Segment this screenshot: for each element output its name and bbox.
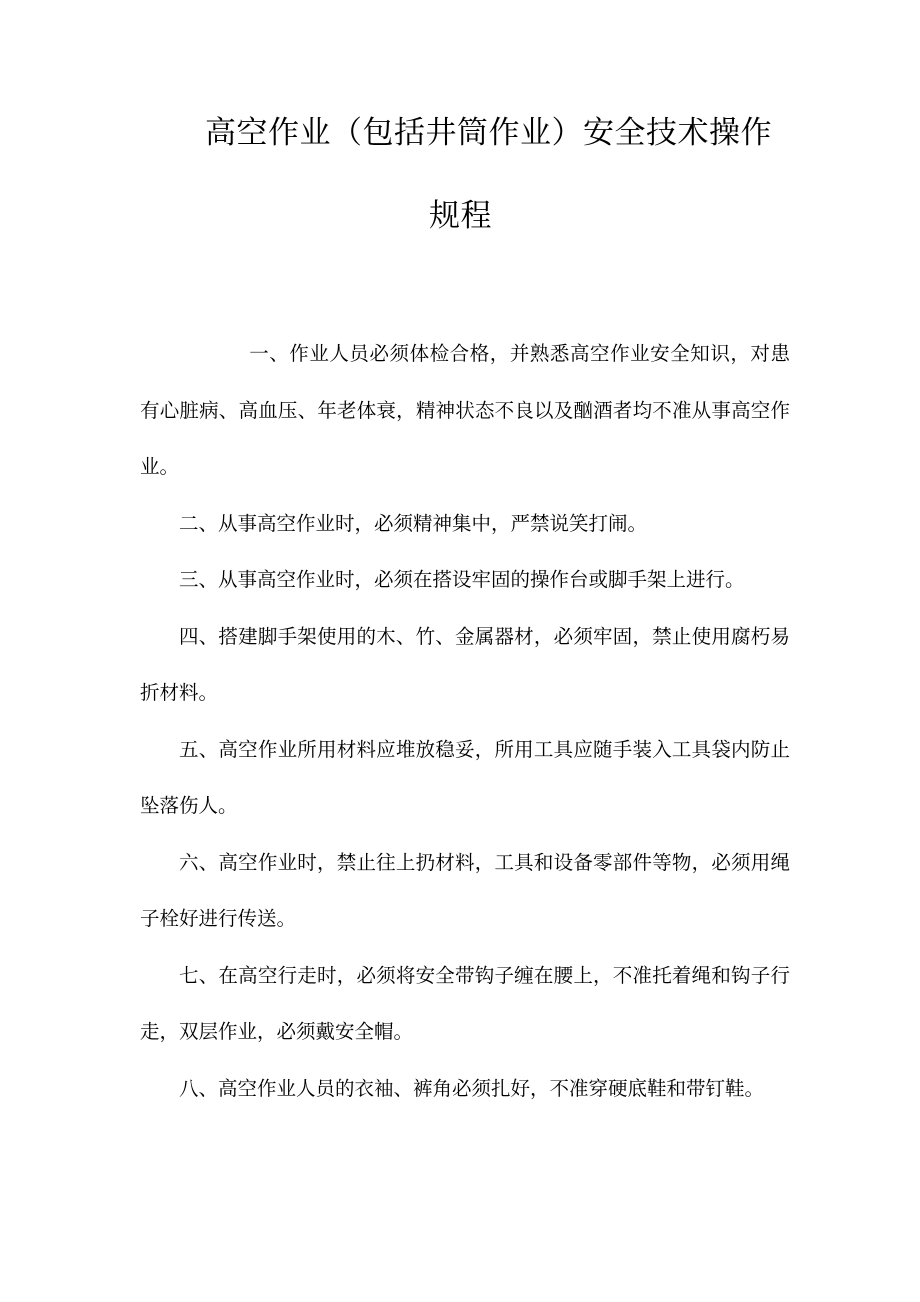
- paragraph-6: 六、高空作业时，禁止往上扔材料，工具和设备零部件等物，必须用绳子栓好进行传送。: [140, 850, 790, 930]
- document-title-line-2: 规程: [429, 198, 492, 234]
- paragraph-3: 三、从事高空作业时，必须在搭设牢固的操作台或脚手架上进行。: [179, 568, 745, 591]
- document-title-line-1: 高空作业（包括井筒作业）安全技术操作: [205, 115, 772, 151]
- paragraph-4: 四、搭建脚手架使用的木、竹、金属器材，必须牢固，禁止使用腐朽易折材料。: [140, 624, 790, 704]
- paragraph-7: 七、在高空行走时，必须将安全带钩子缠在腰上，不准托着绳和钩子行走，双层作业，必须戴安全帽。: [140, 963, 790, 1043]
- paragraph-1: 一、作业人员必须体检合格，并熟悉高空作业安全知识，对患有心脏病、高血压、年老体衰，精神状态不良以及酗酒者均不准从事高空作业。: [140, 342, 790, 478]
- paragraph-8: 八、高空作业人员的衣袖、裤角必须扎好，不准穿硬底鞋和带钉鞋。: [179, 1076, 765, 1100]
- paragraph-5: 五、高空作业所用材料应堆放稳妥，所用工具应随手装入工具袋内防止坠落伤人。: [140, 737, 790, 817]
- paragraph-2: 二、从事高空作业时，必须精神集中，严禁说笑打闹。: [179, 511, 648, 535]
- document-body: [140, 326, 790, 1117]
